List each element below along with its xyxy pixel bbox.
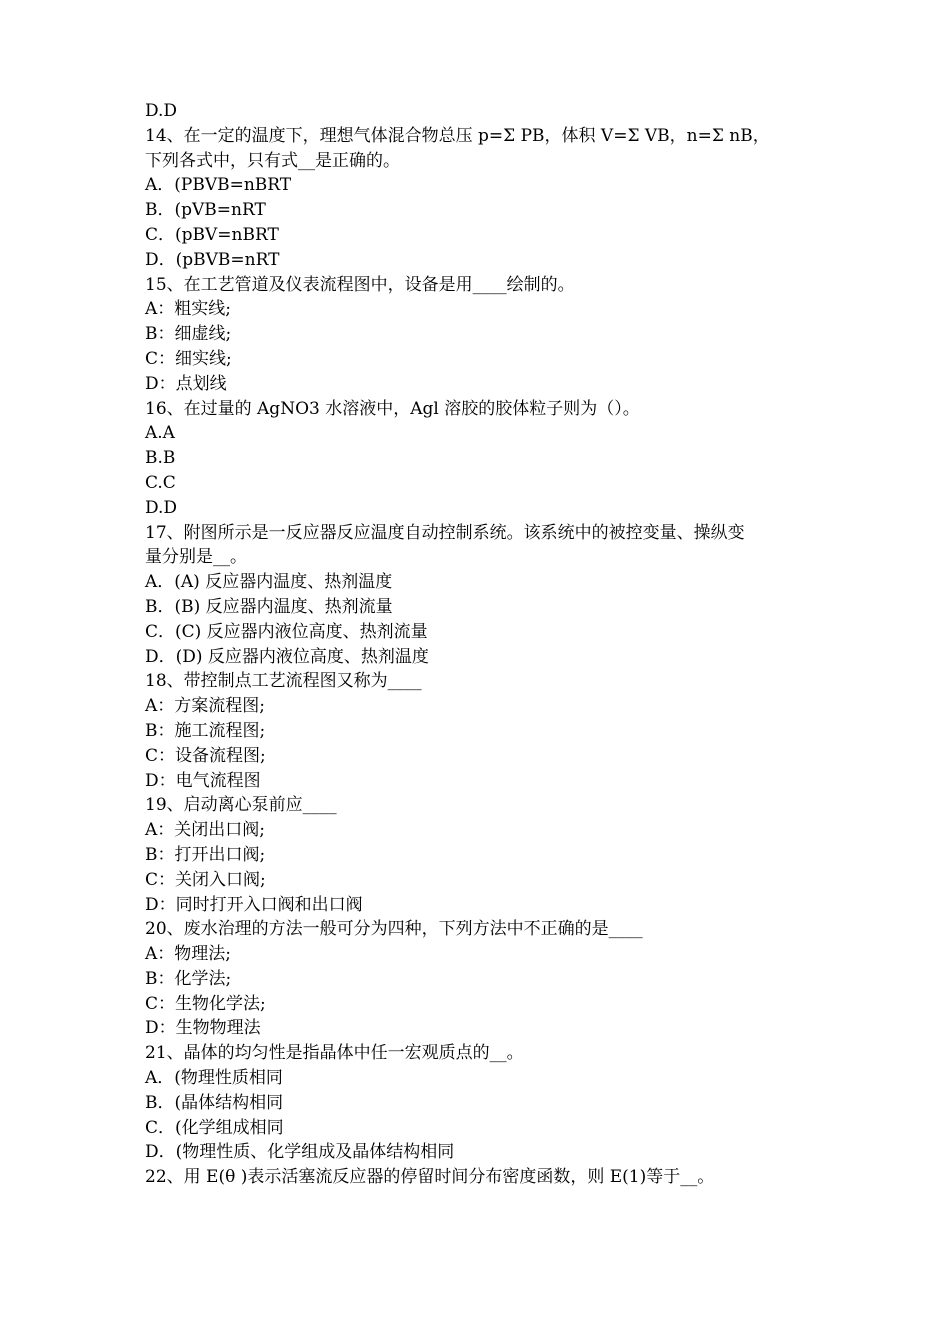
option-line: A.A — [145, 423, 175, 444]
option-line: C：生物化学法; — [145, 993, 266, 1014]
question-line: 22、用 E(θ )表示活塞流反应器的停留时间分布密度函数，则 E(1)等于__。 — [145, 1167, 715, 1188]
option-line: A：方案流程图; — [145, 696, 266, 717]
option-line: B：化学法; — [145, 968, 232, 989]
option-line: D．(D) 反应器内液位高度、热剂温度 — [145, 646, 429, 667]
option-line: C.C — [145, 472, 176, 493]
option-line: B：细虚线; — [145, 324, 232, 345]
option-line: D：同时打开入口阀和出口阀 — [145, 894, 363, 915]
option-line: D：生物物理法 — [145, 1018, 261, 1039]
question-line: 15、在工艺管道及仪表流程图中，设备是用____绘制的。 — [145, 274, 575, 295]
option-line: A：粗实线; — [145, 299, 232, 320]
question-line: 18、带控制点工艺流程图又称为____ — [145, 671, 422, 692]
option-line: D．(物理性质、化学组成及晶体结构相同 — [145, 1142, 455, 1163]
option-line: A：关闭出口阀; — [145, 820, 266, 841]
question-line: 17、附图所示是一反应器反应温度自动控制系统。该系统中的被控变量、操纵变 — [145, 522, 745, 543]
option-line: A．(A) 反应器内温度、热剂温度 — [145, 572, 393, 593]
option-line: B．(B) 反应器内温度、热剂流量 — [145, 596, 393, 617]
option-line: A：物理法; — [145, 944, 232, 965]
option-line: B．(pVB=nRT — [145, 200, 266, 221]
question-line: 下列各式中，只有式__是正确的。 — [145, 150, 400, 171]
option-line: C．(化学组成相同 — [145, 1117, 284, 1138]
option-line: A．(物理性质相同 — [145, 1068, 283, 1089]
question-line: 量分别是__。 — [145, 547, 247, 568]
question-line: 20、废水治理的方法一般可分为四种，下列方法中不正确的是____ — [145, 919, 643, 940]
option-line: D：点划线 — [145, 373, 227, 394]
question-line: 21、晶体的均匀性是指晶体中任一宏观质点的__。 — [145, 1043, 524, 1064]
option-line: D.D — [145, 101, 178, 121]
question-line: 16、在过量的 AgNO3 水溶液中，Agl 溶胶的胶体粒子则为（）。 — [145, 398, 640, 419]
document-body — [145, 99, 810, 1190]
option-line: C．(pBV=nBRT — [145, 224, 279, 245]
option-line: C：关闭入口阀; — [145, 869, 266, 890]
option-line: B.B — [145, 448, 176, 469]
option-line: D．(pBVB=nRT — [145, 249, 280, 270]
question-line: 14、在一定的温度下，理想气体混合物总压 p=Σ PB，体积 V=Σ VB，n=Σ nB， — [145, 125, 770, 146]
option-line: A．(PBVB=nBRT — [145, 175, 292, 196]
option-line: B：打开出口阀; — [145, 844, 266, 865]
option-line: C．(C) 反应器内液位高度、热剂流量 — [145, 621, 428, 642]
option-line: C：设备流程图; — [145, 745, 266, 766]
option-line: D.D — [145, 497, 178, 518]
question-line: 19、启动离心泵前应____ — [145, 795, 337, 816]
option-line: D：电气流程图 — [145, 770, 261, 791]
option-line: C：细实线; — [145, 348, 232, 369]
option-line: B：施工流程图; — [145, 720, 266, 741]
option-line: B．(晶体结构相同 — [145, 1092, 284, 1113]
